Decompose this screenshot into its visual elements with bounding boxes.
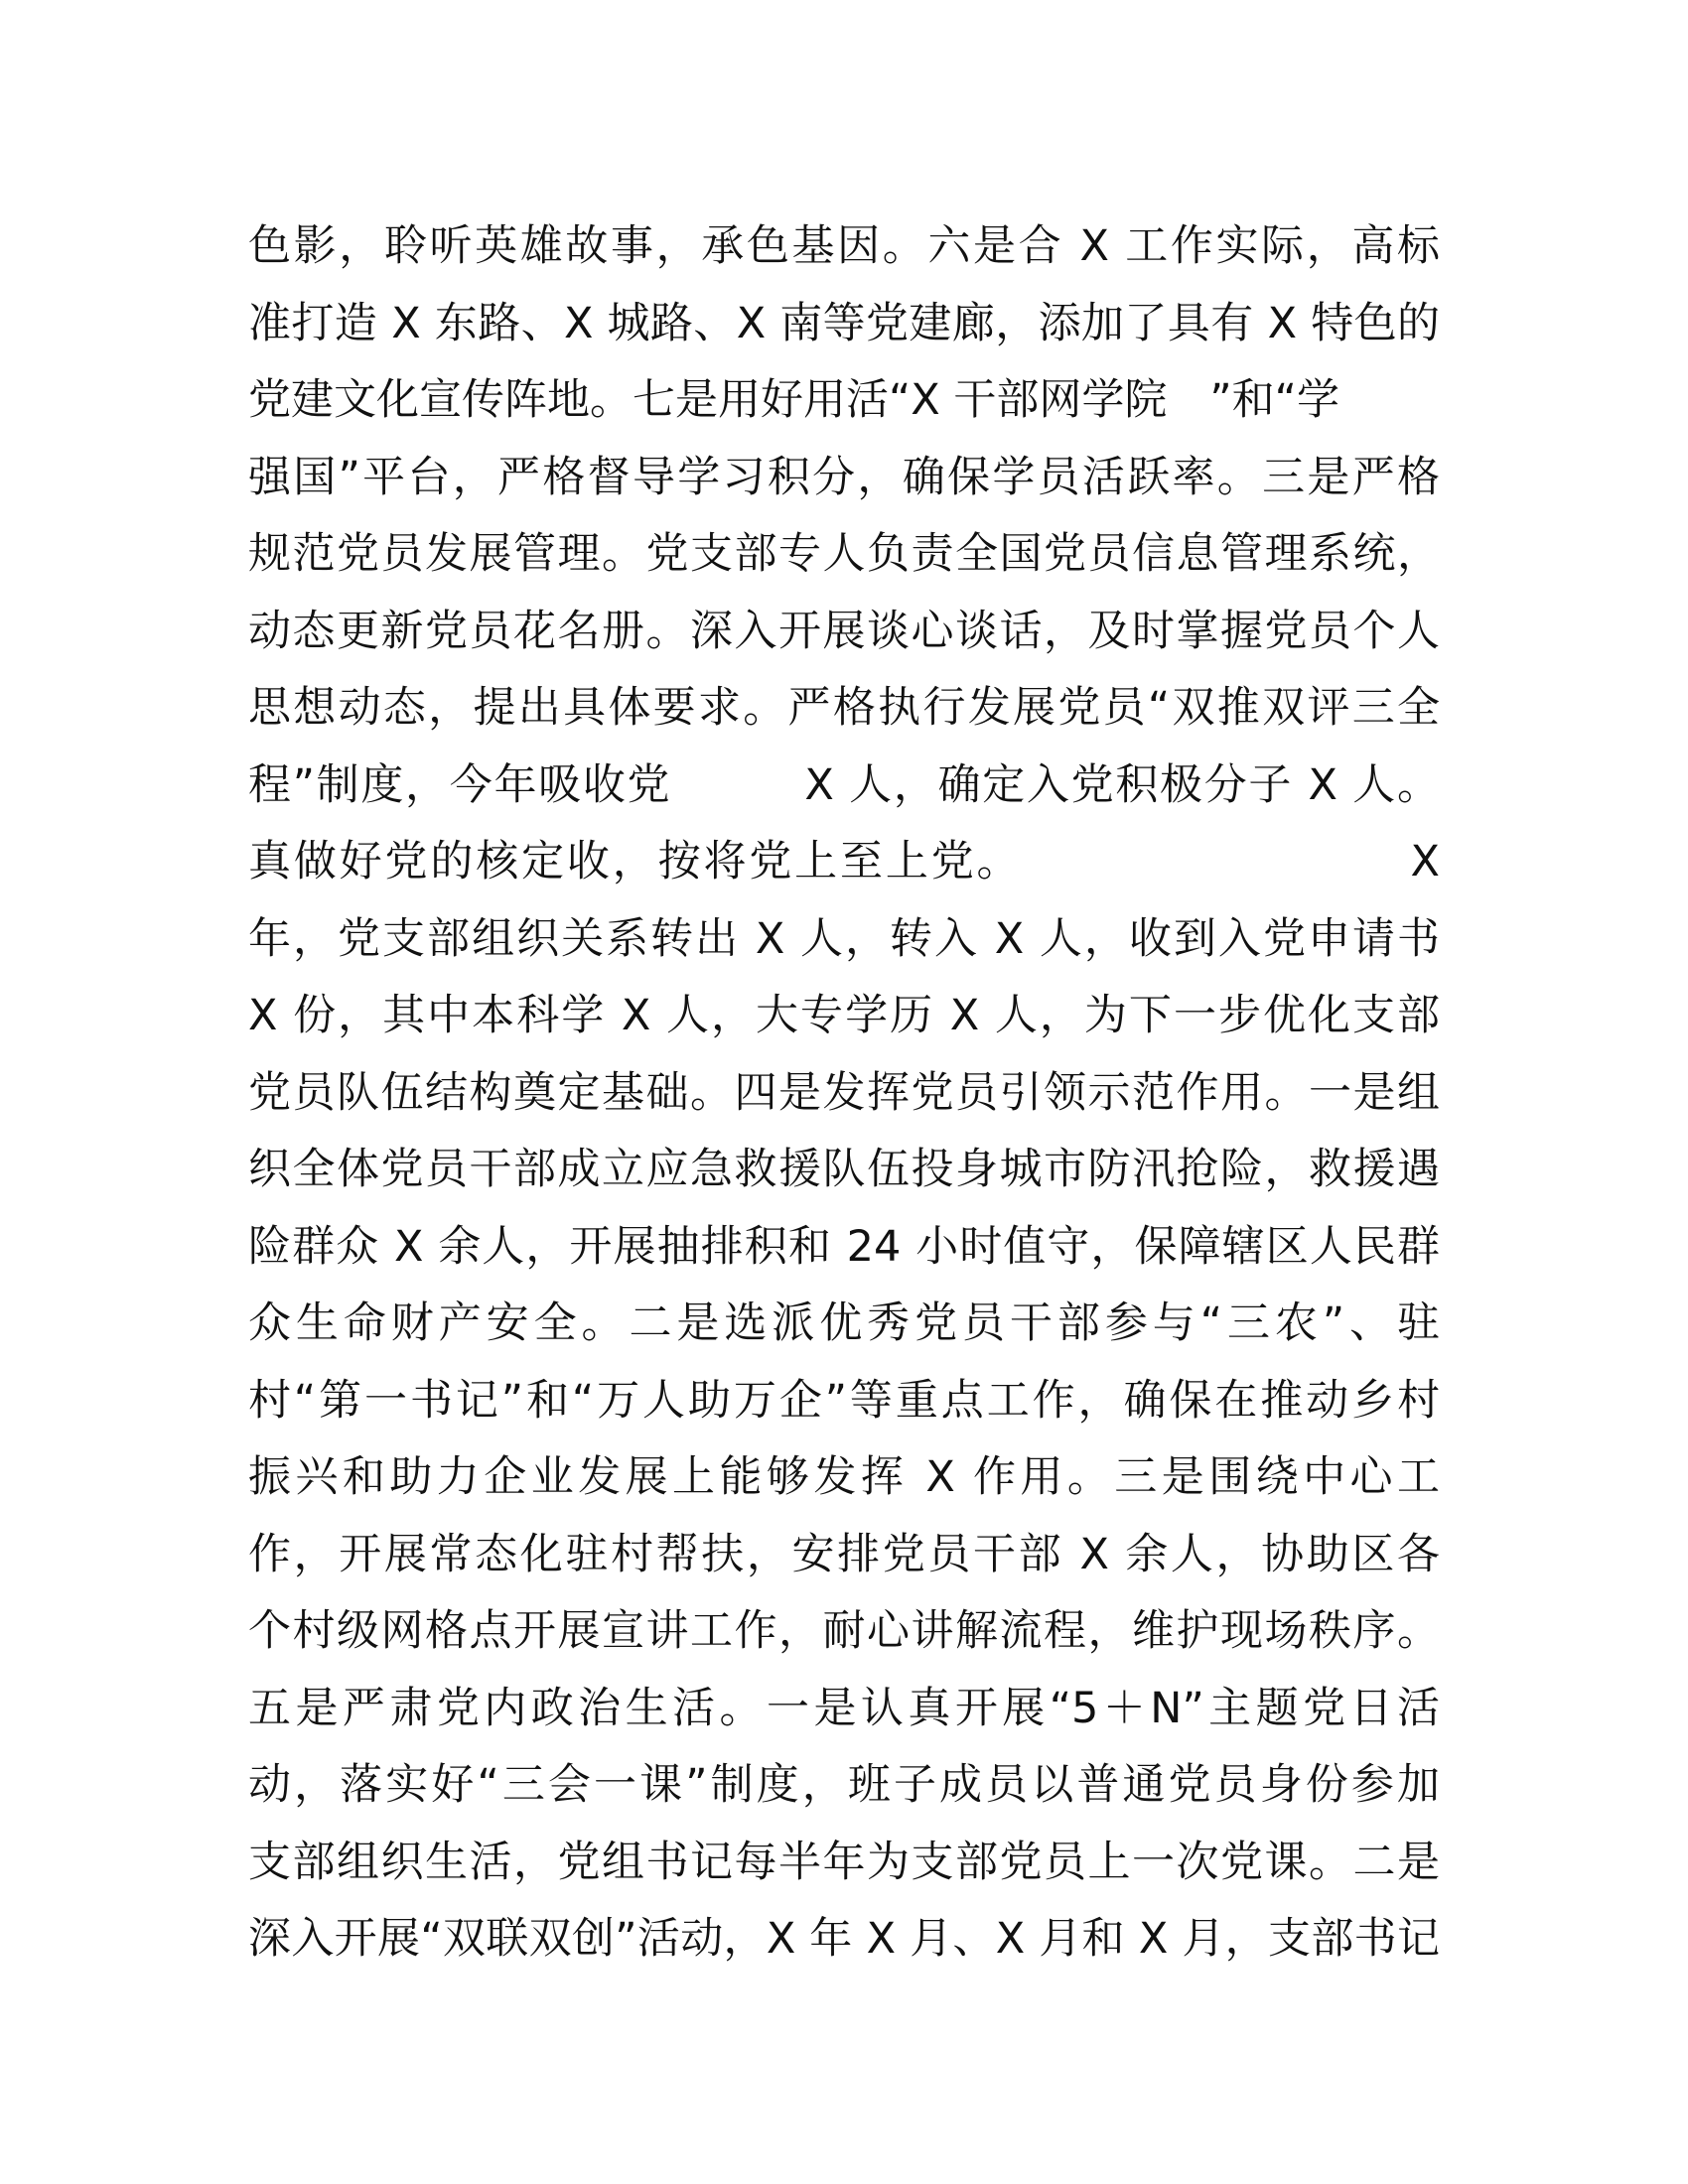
text-line-6: 动态更新党员花名册。深入开展谈心谈话，及时掌握党员个人: [248, 606, 1440, 656]
text-line-23: 深入开展“双联双创”活动，X 年 X 月、X 月和 X 月，支部书记: [248, 1914, 1440, 1964]
text-line-14: 险群众 X 余人，开展抽排积和 24 小时值守，保障辖区人民群: [248, 1221, 1440, 1272]
text-line-20: 五是严肃党内政治生活。一是认真开展“5＋N”主题党日活: [248, 1683, 1440, 1733]
text-line-21: 动，落实好“三会一课”制度，班子成员以普通党员身份参加: [248, 1760, 1440, 1810]
text-line-3: 党建文化宣传阵地。七是用好用活“X 干部网学院 ”和“学: [248, 375, 1339, 425]
text-line-15: 众生命财产安全。二是选派优秀党员干部参与“三农”、驻: [248, 1298, 1440, 1348]
text-line-19: 个村级网格点开展宣讲工作，耐心讲解流程，维护现场秩序。: [248, 1606, 1440, 1656]
text-line-7: 思想动态，提出具体要求。严格执行发展党员“双推双评三全: [248, 683, 1440, 733]
text-line-17: 振兴和助力企业发展上能够发挥 X 作用。三是围绕中心工: [248, 1452, 1440, 1502]
text-line-13: 织全体党员干部成立应急救援队伍投身城市防汛抢险，救援遇: [248, 1145, 1440, 1194]
text-line-4: 强国”平台，严格督导学习积分，确保学员活跃率。三是严格: [248, 452, 1440, 502]
text-line-22: 支部组织生活，党组书记每半年为支部党员上一次党课。二是: [248, 1837, 1440, 1887]
text-line-1: 色影，聆听英雄故事，承色基因。六是合 X 工作实际，高标: [248, 221, 1440, 271]
text-line-8: 程”制度，今年吸收党 X 人，确定入党积极分子 X 人。: [248, 759, 1440, 810]
text-line-9: 真做好党的核定收，按将党上至上党。 X: [248, 837, 1440, 887]
body-text: [248, 208, 1440, 1979]
text-line-18: 作，开展常态化驻村帮扶，安排党员干部 X 余人，协助区各: [248, 1529, 1440, 1579]
text-line-11: X 份，其中本科学 X 人，大专学历 X 人，为下一步优化支部: [248, 991, 1440, 1040]
text-line-5: 规范党员发展管理。党支部专人负责全国党员信息管理系统，: [248, 529, 1440, 579]
text-line-12: 党员队伍结构奠定基础。四是发挥党员引领示范作用。一是组: [248, 1067, 1440, 1118]
text-line-16: 村“第一书记”和“万人助万企”等重点工作，确保在推动乡村: [248, 1375, 1440, 1426]
text-line-2: 准打造 X 东路、X 城路、X 南等党建廊，添加了具有 X 特色的: [248, 298, 1440, 348]
text-line-10: 年，党支部组织关系转出 X 人，转入 X 人，收到入党申请书: [248, 913, 1440, 964]
